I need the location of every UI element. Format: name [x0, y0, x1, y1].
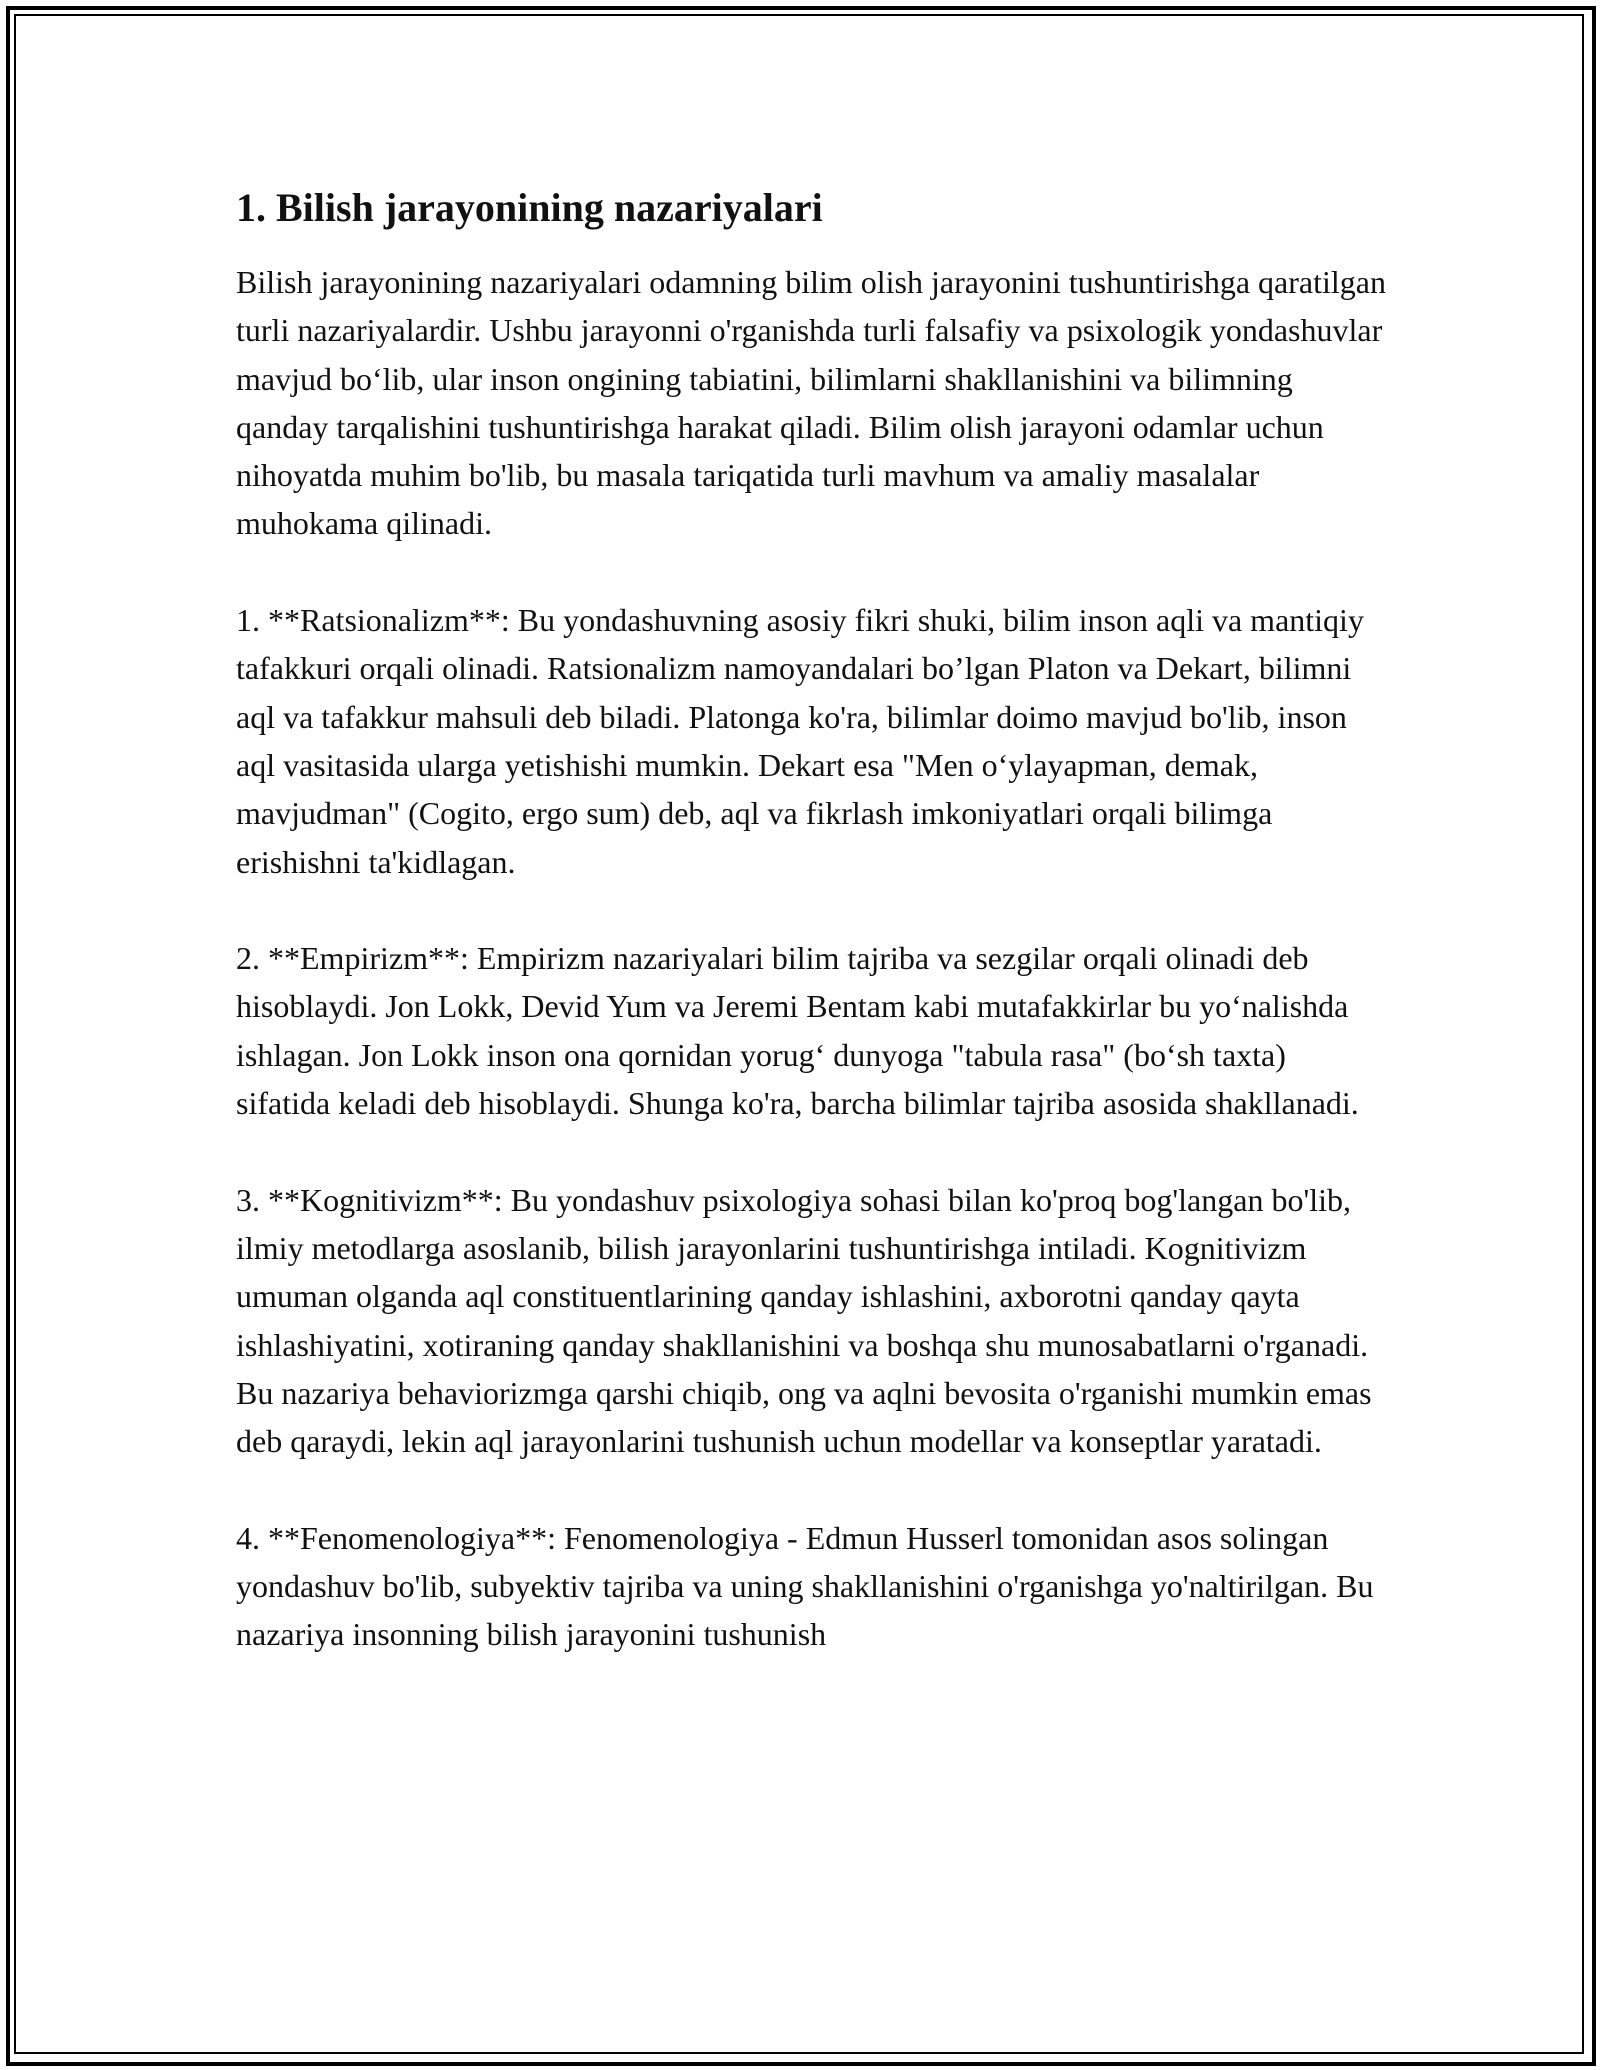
empiricism-paragraph: 2. **Empirizm**: Empirizm nazariyalari bilim tajriba va sezgilar orqali olinadi deb hisoblaydi. Jon Lokk, Devid Yum va Jeremi Bentam kabi mutafakkirlar bu yo‘nalishda ishlagan. Jon Lokk inson ona qornidan yorug‘ dunyoga "tabula rasa" (bo‘sh taxta) sifatida keladi deb hisoblaydi. Shunga ko'ra, barcha bilimlar tajriba asosida shakllanadi. [236, 940, 1359, 1122]
section-heading: 1. Bilish jarayonining nazariyalari [236, 185, 823, 230]
phenomenology-paragraph: 4. **Fenomenologiya**: Fenomenologiya - Edmun Husserl tomonidan asos solingan yondashuv bo'lib, subyektiv tajriba va uning shakllanishini o'rganishga yo'naltirilgan. Bu nazariya insonning bilish jarayonini tushunish [236, 1519, 1374, 1653]
cognitivism-paragraph: 3. **Kognitivizm**: Bu yondashuv psixologiya sohasi bilan ko'proq bog'langan bo'lib, ilmiy metodlarga asoslanib, bilish jarayonlarini tushuntirishga intiladi. Kognitivizm umuman olganda aql constituentlarining qanday ishlashini, axborotni qanday qayta ishlashiyatini, xotiraning qanday shakllanishini va boshqa shu munosabatlarni o'rganadi. Bu nazariya behaviorizmga qarshi chiqib, ong va aqlni bevosita o'rganishi mumkin emas deb qaraydi, lekin aql jarayonlarini tushunish uchun modellar va konseptlar yaratadi. [236, 1181, 1372, 1460]
rationalism-paragraph: 1. **Ratsionalizm**: Bu yondashuvning asosiy fikri shuki, bilim inson aqli va mantiqiy tafakkuri orqali olinadi. Ratsionalizm namoyandalari bo’lgan Platon va Dekart, bilimni aql va tafakkur mahsuli deb biladi. Platonga ko'ra, bilimlar doimo mavjud bo'lib, inson aql vasitasida ularga yetishishi mumkin. Dekart esa "Men o‘ylayapman, demak, mavjudman" (Cogito, ergo sum) deb, aql va fikrlash imkoniyatlari orqali bilimga erishishni ta'kidlagan. [236, 602, 1364, 880]
document-body [236, 183, 1386, 1707]
intro-paragraph: Bilish jarayonining nazariyalari odamning bilim olish jarayonini tushuntirishga qaratilgan turli nazariyalardir. Ushbu jarayonni o'rganishda turli falsafiy va psixologik yondashuvlar mavjud bo‘lib, ular inson ongining tabiatini, bilimlarni shakllanishini va bilimning qanday tarqalishini tushuntirishga harakat qiladi. Bilim olish jarayoni odamlar uchun nihoyatda muhim bo'lib, bu masala tariqatida turli mavhum va amaliy masalalar muhokama qilinadi. [236, 264, 1386, 542]
